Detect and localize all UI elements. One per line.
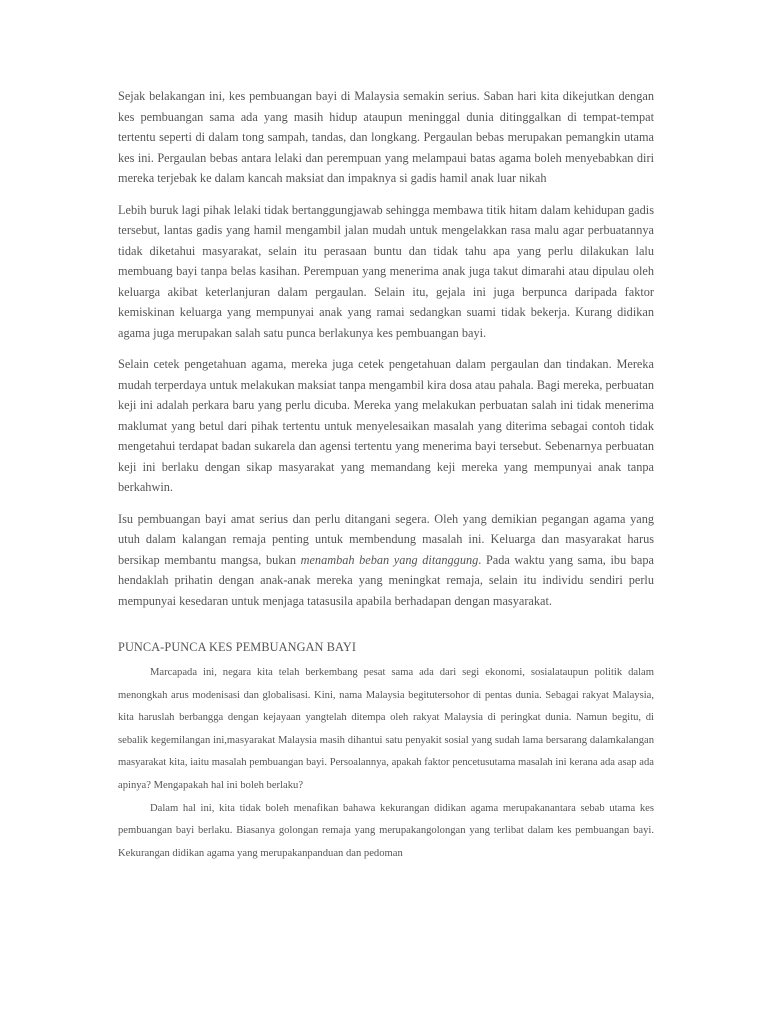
paragraph-intro: Sejak belakangan ini, kes pembuangan bayi di Malaysia semakin serius. Saban hari kita dikejutkan dengan kes pembuangan sama ada yang masih hidup ataupun meninggal dunia ditinggalkan di tempat-tempat tertentu seperti di dalam tong sampah, tandas, dan longkang. Pergaulan bebas merupakan pemangkin utama kes ini. Pergaulan bebas antara lelaki dan perempuan yang melampaui batas agama boleh menyebabkan diri mereka terjebak ke dalam kancah maksiat dan impaknya si gadis hamil anak luar nikah	[118, 89, 654, 185]
document-page	[118, 86, 654, 865]
section-paragraph-2: Dalam hal ini, kita tidak boleh menafikan bahawa kekurangan didikan agama merupakanantara sebab utama kes pembuangan bayi berlaku. Biasanya golongan remaja yang merupakangolongan yang terlibat dalam kes pembuangan bayi. Kekurangan didikan agama yang merupakanpanduan dan pedoman	[118, 802, 654, 859]
section-paragraph-1: Marcapada ini, negara kita telah berkembang pesat sama ada dari segi ekonomi, sosialataupun politik dalam menongkah arus modenisasi dan globalisasi. Kini, nama Malaysia begitutersohor di pentas dunia. Sebagai rakyat Malaysia, kita haruslah berbangga dengan kejayaan yangtelah ditempa oleh rakyat Malaysia di peringkat dunia. Namun begitu, di sebalik kegemilangan ini,masyarakat Malaysia masih dihantui satu penyakit sosial yang sudah lama bersarang dalamkalangan masyarakat kita, iaitu masalah pembuangan bayi. Persoalannya, apakah faktor pencetusutama masalah ini kerana ada asap ada apinya? Mengapakah hal ini boleh berlaku?	[118, 667, 654, 791]
paragraph-conclusion	[118, 509, 654, 612]
paragraph-irresponsible-men: Lebih buruk lagi pihak lelaki tidak bertanggungjawab sehingga membawa titik hitam dalam kehidupan gadis tersebut, lantas gadis yang hamil mengambil jalan mudah untuk mengelakkan rasa malu agar perbuatannya tidak diketahui masyarakat, selain itu perasaan buntu dan tidak tahu apa yang perlu dilakukan lalu membuang bayi tanpa belas kasihan. Perempuan yang menerima anak juga takut dimarahi atau dipulau oleh keluarga akibat keterlanjuran dalam pergaulan. Selain itu, gejala ini juga berpunca daripada faktor kemiskinan keluarga yang mempunyai anak yang ramai sedangkan suami tidak bekerja. Kurang didikan agama juga merupakan salah satu punca berlakunya kes pembuangan bayi.	[118, 202, 654, 340]
paragraph-conclusion-italic: menambah beban yang ditanggung	[300, 552, 479, 567]
paragraph-conclusion-text-after: . Pada waktu yang sama, ibu bapa hendaklah prihatin dengan anak-anak mereka yang meningkat remaja, selain itu individu sendiri perlu mempunyai kesedaran untuk menjaga tatasusila apabila berhadapan dengan masyarakat.	[118, 552, 654, 608]
paragraph-conclusion-text-before: Isu pembuangan bayi amat serius dan perlu ditangani segera. Oleh yang demikian pegangan agama yang utuh dalam kalangan remaja penting untuk membendung masalah ini. Keluarga dan masyarakat harus bersikap membantu mangsa, bukan	[118, 511, 654, 567]
section-heading: PUNCA-PUNCA KES PEMBUANGAN BAYI	[118, 640, 357, 654]
paragraph-lack-of-knowledge: Selain cetek pengetahuan agama, mereka juga cetek pengetahuan dalam pergaulan dan tindakan. Mereka mudah terperdaya untuk melakukan maksiat tanpa mengambil kira dosa atau pahala. Bagi mereka, perbuatan keji ini adalah perkara baru yang perlu dicuba. Mereka yang melakukan perbuatan salah ini tidak menerima maklumat yang betul dari pihak tertentu untuk menyelesaikan masalah yang diterima sebagai contoh tidak mengetahui terdapat badan sukarela dan agensi tertentu yang menerima bayi tersebut. Sebenarnya perbuatan keji ini berlaku dengan sikap masyarakat yang memandang keji mereka yang mempunyai anak tanpa berkahwin.	[118, 357, 654, 494]
